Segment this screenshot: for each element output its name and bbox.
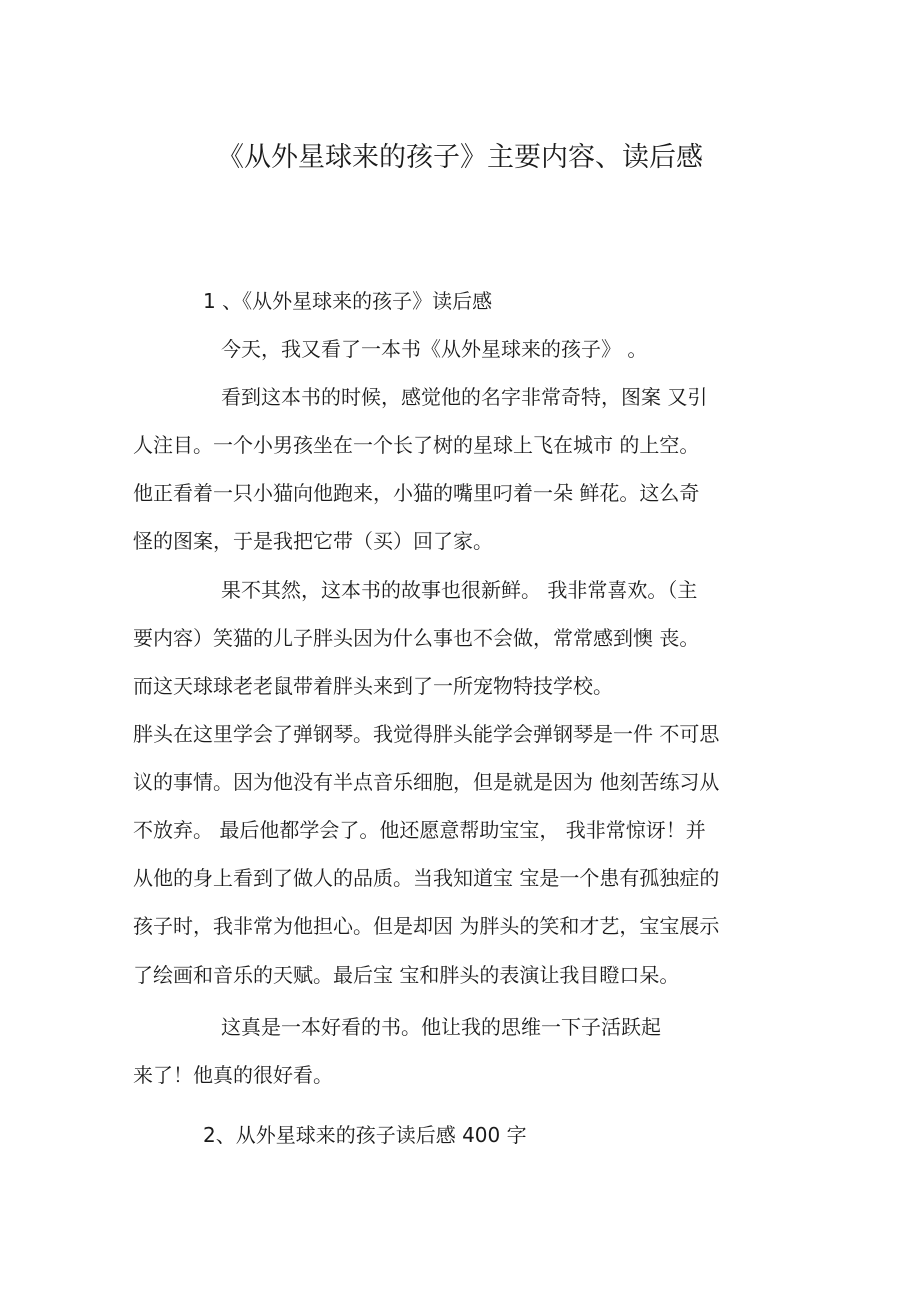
paragraph-line: 果不其然，这本书的故事也很新鲜。 我非常喜欢。（主 bbox=[221, 578, 698, 602]
document-title: 《从外星球来的孩子》主要内容、读后感 bbox=[217, 142, 703, 173]
section-heading-2: 2、从外星球来的孩子读后感 400 字 bbox=[203, 1123, 527, 1147]
paragraph-line: 从他的身上看到了做人的品质。当我知道宝 宝是一个患有孤独症的 bbox=[133, 866, 720, 890]
paragraph-line: 来了！他真的很好看。 bbox=[133, 1063, 333, 1087]
paragraph-line: 今天，我又看了一本书《从外星球来的孩子》 。 bbox=[221, 337, 648, 361]
paragraph-line: 不放弃。 最后他都学会了。他还愿意帮助宝宝， 我非常惊讶！并 bbox=[133, 818, 706, 842]
paragraph-line: 要内容）笑猫的儿子胖头因为什么事也不会做，常常感到懊 丧。 bbox=[133, 626, 700, 650]
section-heading-1: 1 、《从外星球来的孩子》读后感 bbox=[203, 289, 493, 313]
paragraph-line: 了绘画和音乐的天赋。最后宝 宝和胖头的表演让我目瞪口呆。 bbox=[133, 963, 680, 987]
paragraph-line: 孩子时，我非常为他担心。但是却因 为胖头的笑和才艺，宝宝展示 bbox=[133, 914, 720, 938]
paragraph-line: 怪的图案，于是我把它带（买）回了家。 bbox=[133, 529, 493, 553]
paragraph-line: 这真是一本好看的书。他让我的思维一下子活跃起 bbox=[221, 1015, 661, 1039]
paragraph-line: 人注目。一个小男孩坐在一个长了树的星球上飞在城市 的上空。 bbox=[133, 433, 700, 457]
paragraph-line: 看到这本书的时候，感觉他的名字非常奇特，图案 又引 bbox=[221, 385, 708, 409]
paragraph-line: 他正看着一只小猫向他跑来，小猫的嘴里叼着一朵 鲜花。这么奇 bbox=[133, 481, 700, 505]
paragraph-line: 胖头在这里学会了弹钢琴。我觉得胖头能学会弹钢琴是一件 不可思 bbox=[133, 722, 720, 746]
paragraph-line: 议的事情。因为他没有半点音乐细胞，但是就是因为 他刻苦练习从 bbox=[133, 770, 720, 794]
paragraph-line: 而这天球球老老鼠带着胖头来到了一所宠物特技学校。 bbox=[133, 674, 613, 698]
